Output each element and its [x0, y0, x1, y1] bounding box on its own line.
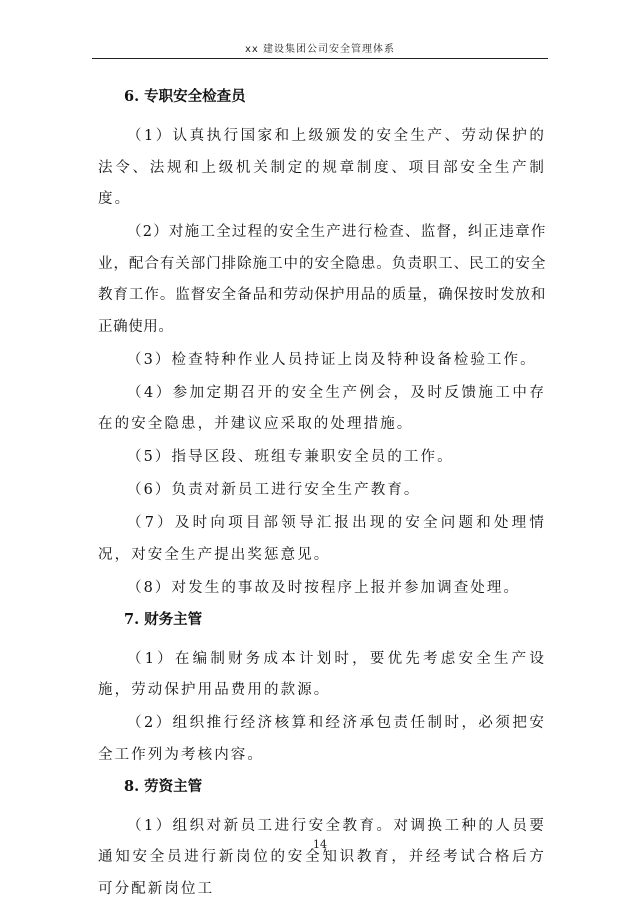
- section-heading-7: 7. 财务主管: [124, 610, 203, 628]
- header-rule: [92, 58, 548, 59]
- running-header: xx 建设集团公司安全管理体系: [244, 44, 395, 55]
- section-heading-8: 8. 劳资主管: [124, 777, 203, 795]
- section-heading-6: 6. 专职安全检查员: [124, 88, 246, 105]
- paragraph: （6）负责对新员工进行安全生产教育。: [127, 482, 421, 498]
- paragraph: （2）组织推行经济核算和经济承包责任制时，必须把安全工作列为考核内容。: [98, 715, 546, 763]
- paragraph: （1）在编制财务成本计划时，要优先考虑安全生产设施，劳动保护用品费用的款源。: [98, 650, 546, 698]
- paragraph: （2）对施工全过程的安全生产进行检查、监督，纠正违章作业，配合有关部门排除施工中的安全隐患。负责职工、民工的安全教育工作。监督安全备品和劳动保护用品的质量，确保按时发放和正确使用。: [98, 224, 546, 335]
- paragraph: （1）认真执行国家和上级颁发的安全生产、劳动保护的法令、法规和上级机关制定的规章制度、项目部安全生产制度。: [98, 128, 546, 207]
- paragraph: （4）参加定期召开的安全生产例会，及时反馈施工中存在的安全隐患，并建议应采取的处理措施。: [98, 384, 546, 432]
- paragraph: （8）对发生的事故及时按程序上报并参加调查处理。: [127, 579, 521, 596]
- paragraph: （3）检查特种作业人员持证上岗及特种设备检验工作。: [127, 351, 537, 368]
- paragraph: （1）组织对新员工进行安全教育。对调换工种的人员要通知安全员进行新岗位的安全知识教育，并经考试合格后方可分配新岗位工: [98, 817, 546, 897]
- paragraph: （5）指导区段、班组专兼职安全员的工作。: [127, 449, 454, 465]
- paragraph: （7）及时向项目部领导汇报出现的安全问题和处理情况，对安全生产提出奖惩意见。: [98, 515, 546, 563]
- page-number: 14: [313, 838, 327, 851]
- document-body: [98, 83, 546, 907]
